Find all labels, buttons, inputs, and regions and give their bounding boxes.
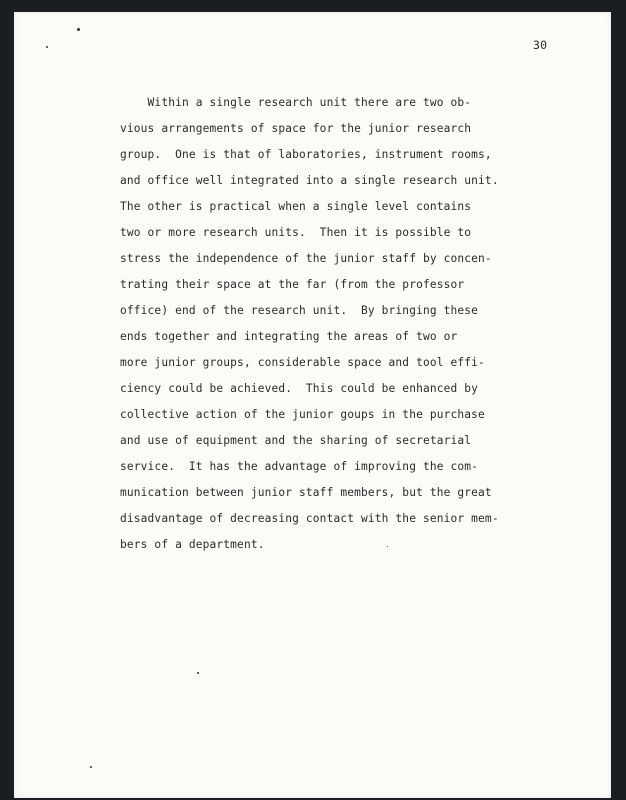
text-line: collective action of the junior goups in the purchase <box>120 408 485 421</box>
text-line: service. It has the advantage of improving the com- <box>120 460 479 473</box>
text-line: and use of equipment and the sharing of secretarial <box>120 434 472 447</box>
text-line: trating their space at the far (from the professor <box>120 278 465 291</box>
text-line: Within a single research unit there are two ob- <box>120 96 472 109</box>
text-line: and office well integrated into a single research unit. <box>120 174 499 187</box>
text-line: stress the independence of the junior staff by concen- <box>120 252 492 265</box>
text-line: group. One is that of laboratories, instrument rooms, <box>120 148 492 161</box>
text-line: vious arrangements of space for the junior research <box>120 122 472 135</box>
text-line: The other is practical when a single level contains <box>120 200 472 213</box>
dust-speck <box>46 46 48 48</box>
text-line: munication between junior staff members, but the great <box>120 486 492 499</box>
text-line: ciency could be achieved. This could be enhanced by <box>120 382 479 395</box>
dust-speck <box>77 28 80 31</box>
text-line: more junior groups, considerable space and tool effi- <box>120 356 485 369</box>
text-line: two or more research units. Then it is possible to <box>120 226 472 239</box>
dust-speck <box>197 672 199 674</box>
dust-speck <box>90 766 92 768</box>
text-line: bers of a department. <box>120 538 265 551</box>
text-line: disadvantage of decreasing contact with the senior mem- <box>120 512 499 525</box>
text-line: office) end of the research unit. By bringing these <box>120 304 479 317</box>
dust-speck <box>387 546 388 547</box>
text-line: ends together and integrating the areas of two or <box>120 330 458 343</box>
page-number: 30 <box>533 38 548 52</box>
